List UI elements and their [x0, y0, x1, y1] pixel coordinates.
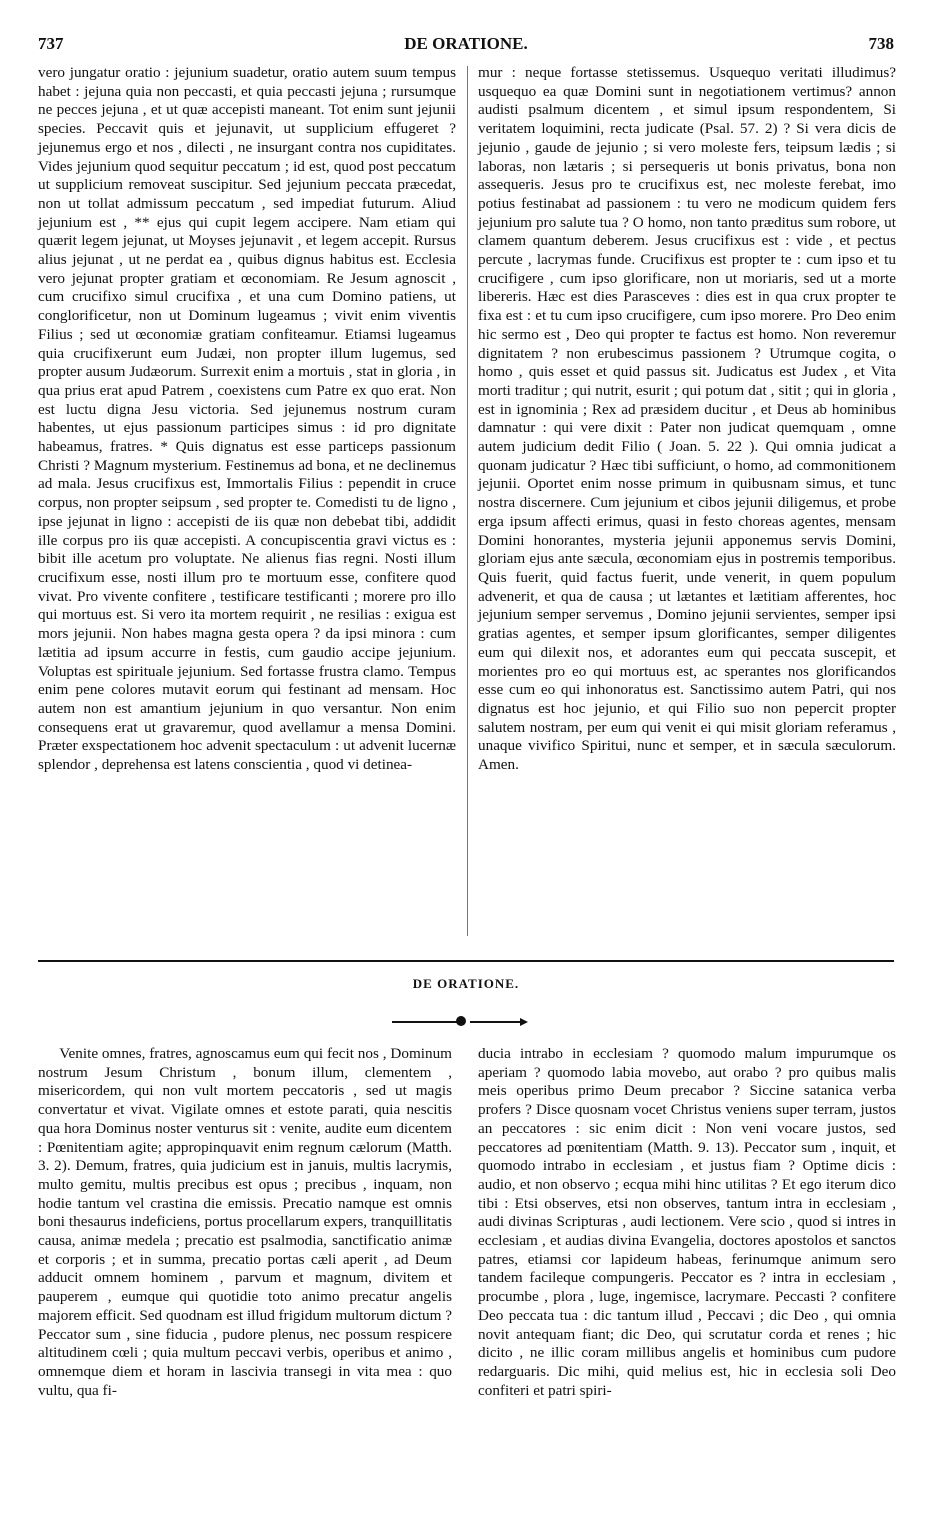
lower-right-column	[478, 1045, 896, 1495]
page-number-left: 737	[38, 34, 64, 53]
ornament-line-left	[392, 1021, 458, 1023]
upper-right-text: mur : neque fortasse stetissemus. Usquequo veritati illudimus? usquequo ea quæ Domini sunt in negotiationem vertimus? annon audisti psalmum dicentem , et simul ipsum respondentem, Si veritatem loquimini, recta judicate (Psal. 57. 2) ? Si vera dicis de jejunio , gaude de jejunio ; si vero moleste fers, teipsum lædis ; si laboras, non lætaris ; si persequeris ut bonis privatus, bona non assequeris. Jesus pro te crucifixus est, nec moleste ferebat, imo potius festinabat ad passionem : tu vero ne modicum quidem fers jejunium pro salute tua ? O homo, non tanto præditus sum robore, ut clamem quantum deberem. Jesus crucifixus est : vide , et pectus percute , lacrymas funde. Crucifixus est propter te : cum ipso et tu crucifigere , cum ipso glorificare, non ut moriaris, sed ut a morte libereris. Hæc est dies Parasceves : dies est in qua crux propter te fixa est : et tu cum ipso crucifigere, cum ipso morere. Pro Deo enim hic sermo est , Deo qui propter te factus est homo. Non reveremur dignitatem ? non erubescimus passionem ? Utrumque cogita, o homo , quis esset et quid passus sit. Judicatus est Judex , et Vita morti traditur ; qui nutrit, esurit ; qui potum dat , sitit ; qui in gloria , est in ignominia ; Rex ad præsidem ducitur , et Deus ab hominibus damnatur : qui vere dixit : Pater non judicat quemquam , omne autem judicium dedit Filio ( Joan. 5. 22 ). Qui omnia judicat a quonam judicatur ? Hæc tibi sufficiunt, o homo, ad commonitionem jejunii. Oportet enim nosse primum in quibusnam simus, et tunc nostra discernere. Cum jejunium et cibos jejunii diligemus, et probe erga ipsum affecti erimus, quasi in festo choreas agentes, mensam Domini honorantes, mysteria jejunii apponemus servis Domini, gloriam ejus ante sæcula, œconomiam ejus in postremis temporibus. Quis fuerit, quid factus fuerit, unde venerit, in quem populum advenerit, et qua de causa ; ut lætantes et lætitiam afferentes, hoc jejunium semper servemus , Domino jejunii servientes, semper ipsi gratias agentes, et semper ipsum glorificantes, semper diligentes eum qui dilexit nos, et adorantes eum qui peccata suscepit, et morientes pro eo qui mortuus est, ac sperantes nos glorificandos esse cum eo qui inhonoratus est. Sanctissimo autem Patri, qui nos dignatus est hoc jejunio, et qui Filio suo non pepercit propter salutem nostram, per eum qui venit ei qui misit gloriam referamus , unaque vivifico Spiritui, nunc et semper, et in sæcula sæculorum. Amen.	[478, 64, 896, 774]
section-rule	[38, 960, 894, 962]
page-number-right: 738	[868, 34, 894, 53]
ornament-line-right	[470, 1021, 522, 1023]
section-title: DE ORATIONE.	[412, 976, 520, 991]
ornament-divider	[392, 1014, 542, 1030]
lower-left-text: Venite omnes, fratres, agnoscamus eum qui fecit nos , Dominum nostrum Jesum Christum , bonum illum, clementem , misericordem, qui non vult mortem peccatoris , sed ut magis convertatur et vivat. Vigilate omnes et estote parati, quia nescitis qua hora Dominus noster venturus sit : venite, audite eum dicentem : Pœnitentiam agite; appropinquavit enim regnum cælorum (Matth. 3. 2). Demum, fratres, quia judicium est in januis, multis lacrymis, multo gemitu, multis precibus est opus ; precibus , inquam, non hodie tantum vel crastina die emissis. Precatio namque est omnis boni thesaurus indeficiens, portus procellarum expers, tranquillitatis causa, animæ medela ; precatio est psalmodia, sanctificatio animæ et corporis ; et in summa, precatio portas cæli aperit , ad Deum adducit omnem hominem , parvum et magnum, divitem et pauperem , eumque qui quotidie toto animo precatur angelis majorem efficit. Sed quodnam est illud frigidum multorum dictum ? Peccator sum , sine fiducia , pudore plenus, nec possum respicere altitudinem cœli ; quia multum peccavi verbis, operibus et animo , omnemque diem et horam in lascivia transegi in vita mea : quo vultu, qua fi-	[38, 1045, 452, 1399]
running-title: DE ORATIONE.	[404, 34, 528, 53]
lower-right-text: ducia intrabo in ecclesiam ? quomodo malum impurumque os aperiam ? quomodo labia movebo, aut orabo ? pro quibus malis meis operibus primo Deum precabor ? Siccine satanica verba profers ? Disce quosnam vocet Christus veniens super terram, justos an peccatores : sic enim dicit : Non veni vocare justos, sed peccatores ad pœnitentiam (Matth. 9. 13). Peccator sum , inquit, et quomodo intrabo in ecclesiam , et justus fiam ? Optime dicis : audio, et non observo ; ecqua mihi hinc utilitas ? Et ego iterum dico tibi : Etsi observes, etsi non observes, tantum intra in ecclesiam , audi divinas Scripturas , audi lectionem. Vere scio , quod si intres in ecclesiam , et audias divina Evangelia, doctores apostolos et sanctos patres, etiamsi cor lapideum habeas, ferinumque animum sero tandem facileque compungeris. Peccator es ? intra in ecclesiam , procumbe , plora , luge, ingemisce, lacrymare. Peccasti ? confitere Deo peccata tua : dic tantum illud , Peccavi ; dic Deo , qui omnia novit antequam fiant; dic Deo, qui scrutatur corda et renes ; hic dicito , ne illic coram millibus angelis et hominibus cum pudore redarguaris. Dic mihi, quid melius est, hic in ecclesia soli Deo confiteri et patri spiri-	[478, 1045, 896, 1399]
upper-right-column	[478, 64, 896, 939]
running-header	[38, 34, 894, 56]
column-divider	[467, 66, 468, 936]
ornament-tip	[520, 1018, 528, 1026]
upper-left-text: vero jungatur oratio : jejunium suadetur, oratio autem suum tempus habet : jejuna quia non peccasti, et quia peccasti jejuna ; rursumque ne pecces jejuna , et ut quæ accepisti maneant. Tot enim sunt jejunii species. Peccavit quis et jejunavit, ut supplicium effugeret ? jejunemus ergo et nos , dilecti , ne insurgant contra nos cupiditates. Vides jejunium quod sequitur peccatum ; id est, quod post peccatum ut supplicium removeat suscipitur. Sed jejunium peccata præcedat, non ut tollat admissum peccatum , sed impediat futurum. Aliud jejunium est , ** ejus qui cupit legem accipere. Nam etiam qui quærit legem jejunat, ut Moyses jejunavit , et legem accepit. Rursus alius jejunat , ut ne perdat ea , quibus dignus habitus est. Ecclesia vero jejunat propter gratiam et œconomiam. Re Jesum agnoscit , cum crucifixo simul crucifixa , et una cum Domino patiens, ut conglorificetur, non ut Dominum lugeamus ; vivit enim viventis Filius ; sed ut œconomiæ gratiam confiteamur. Etiamsi lugeamus quia crucifixerunt eum Judæi, non propter illum lugemus, sed propter ausum Judæorum. Surrexit enim a mortuis , stat in gloria , in qua prius erat apud Patrem , coexistens cum Patre ex quo erat. Non est luctu digna Jesu victoria. Sed jejunemus nostrum curam habentes, ut ejus passionum participes simus : id pro dignitate habeamus, fratres. * Quis dignatus est esse particeps passionum Christi ? Magnum mysterium. Festinemus ad bona, et ne declinemus ad mala. Jesus crucifixus est, Immortalis Filius : pependit in cruce corpus, non propter seipsum , sed propter te. Comedisti tu de ligno , ipse jejunat in ligno : accepisti de iis quæ non debebat tibi, addidit ille corpus pro iis quæ accepisti. A concupiscentia gravi victus es : bibit ille acetum pro voluptate. Ne alienus fias regni. Nosti illum crucifixum esse, nosti illum pro te mortuum esse, confitere quod vivat. Pro vivente confitere , testificare testificanti ; morere pro illo qui mortuus est. Si vero ita mortem requirit , ne resilias : exigua est mors jejunii. Non habes magna gesta opera ? da ipsi minora : cum lætitia ad ipsum accurre in festis, cum gaudio accipe jejunium. Voluptas est spirituale jejunium. Sed fortasse frustra clamo. Tempus enim pene colores mutavit eorum qui festinant ad mensam. Hoc autem non est amantium jejunium in quo versantur. Non enim consequens erat ut gravaremur, quod avellamur a mensa Domini. Præter exspectationem hoc advenit spectaculum : ut advenit lucernæ splendor , deprehensa est latens conscientia , quod vi detinea-	[38, 64, 456, 774]
upper-left-column	[38, 64, 456, 939]
ornament-dot	[456, 1016, 466, 1026]
lower-left-column	[38, 1045, 452, 1495]
